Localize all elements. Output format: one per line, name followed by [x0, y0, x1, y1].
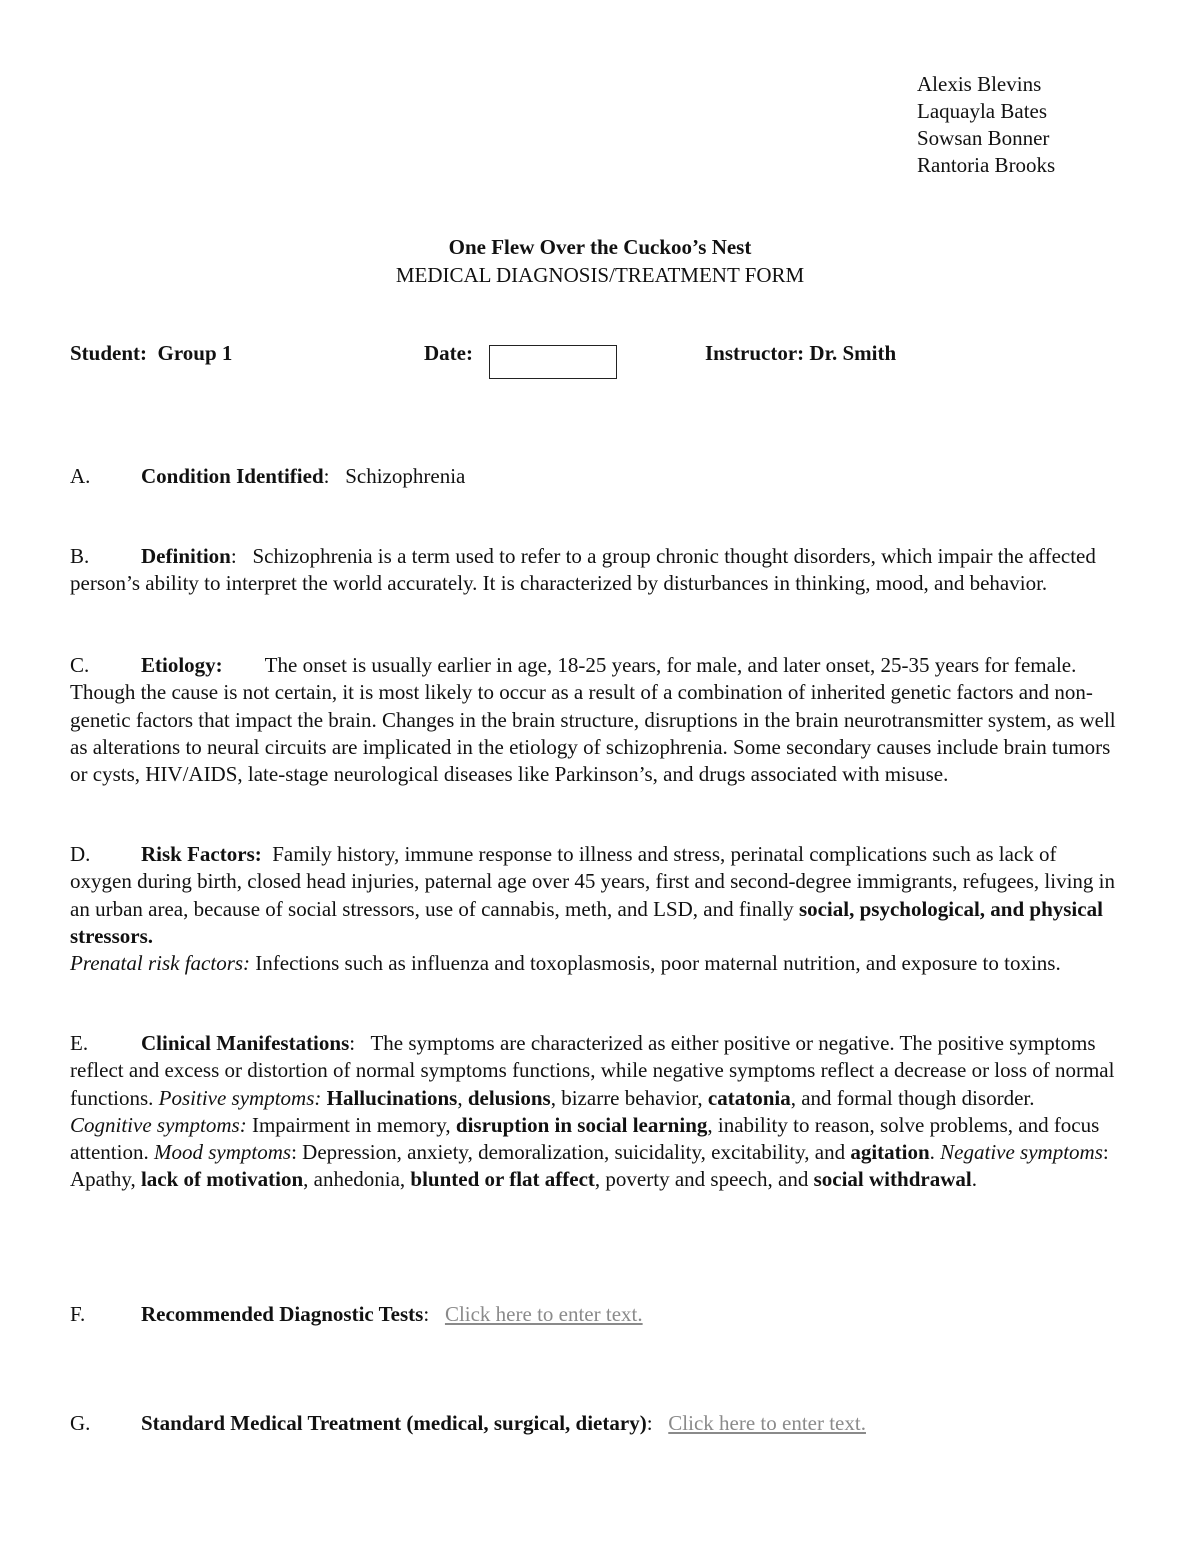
diagnostic-tests-label: Recommended Diagnostic Tests	[141, 1302, 424, 1326]
prenatal-label: Prenatal risk factors:	[70, 951, 251, 976]
cognitive-symptoms-label: Cognitive symptoms:	[70, 1112, 247, 1137]
condition-value: Schizophrenia	[345, 464, 466, 488]
instructor-field	[705, 341, 896, 366]
blunted-affect-term: blunted or flat affect	[410, 1167, 595, 1192]
info-row	[0, 341, 1200, 373]
section-diagnostic-tests: F. Recommended Diagnostic Tests: Click here to enter text.	[70, 1301, 1120, 1328]
section-condition: A. Condition Identified: Schizophrenia	[70, 463, 1120, 490]
author-name: Rantoria Brooks	[917, 153, 1056, 177]
section-definition: B. Definition: Schizophrenia is a term used to refer to a group chronic thought disorders, which impair the affected person’s ability to interpret the world accurately. It is characterized by disturbances in thinking, mood, and behavior.	[70, 544, 1096, 596]
author-list	[917, 71, 1055, 179]
student-label: Student:	[70, 341, 148, 365]
risk-factors-bold: social, psychological, and physical stressors.	[70, 896, 1103, 948]
clinical-text: , anhedonia,	[303, 1167, 411, 1192]
section-medical-treatment: G. Standard Medical Treatment (medical, surgical, dietary): Click here to enter text.	[70, 1410, 1120, 1437]
disruption-term: disruption in social learning	[455, 1112, 708, 1137]
risk-factors-text: Family history, immune response to illness and stress, perinatal complications such as lack of oxygen during birth, closed head injuries, paternal age over 45 years, first and second-degree immigrants, refugees, living in an urban area, because of social stressors, use of cannabis, meth, and LSD, and finally	[70, 842, 1116, 921]
clinical-text: , inability to reason, solve problems, and focus attention.	[70, 1112, 1100, 1165]
clinical-intro: The symptoms are characterized as either positive or negative. The positive symptoms reflect and excess or distortion of normal symptoms functions, while negative symptoms reflect a decrease or loss of normal functions.	[70, 1031, 1115, 1110]
clinical-text: : Depression, anxiety, demoralization, suicidality, excitability, and	[291, 1140, 851, 1165]
etiology-label: Etiology:	[141, 653, 223, 677]
instructor-label: Instructor:	[705, 341, 805, 365]
student-field	[70, 341, 232, 366]
etiology-text: The onset is usually earlier in age, 18-25 years, for male, and later onset, 25-35 years for female. Though the cause is not certain, it is most likely to occur as a result of a combination of inherited genetic factors and non-genetic factors that impact the brain. Changes in the brain structure, disruptions in the brain neurotransmitter system, as well as alterations to neural circuits are implicated in the etiology of schizophrenia. Some secondary causes include brain tumors or cysts, HIV/AIDS, late-stage neurological diseases like Parkinson’s, and drugs associated with misuse.	[70, 653, 1116, 787]
clinical-text: , bizarre behavior,	[550, 1085, 708, 1110]
section-letter: E.	[70, 1031, 89, 1055]
definition-text: Schizophrenia is a term used to refer to a group chronic thought disorders, which impair the affected person’s ability to interpret the world accurately. It is characterized by disturbances in thinking, mood, and behavior.	[70, 544, 1096, 596]
clinical-text: , poverty and speech, and	[594, 1167, 814, 1192]
section-letter: F.	[70, 1302, 86, 1326]
section-etiology	[70, 652, 1120, 788]
section-clinical-manifestations: E. Clinical Manifestations: The symptoms are characterized as either positive or negative. The positive symptoms reflect and excess or distortion of normal symptoms functions, while negative symptoms reflect a decrease or loss of normal functions. Positive symptoms: Hallucinations, delusions, bizarre behavior, catatonia, and formal though disorder. Cognitive symptoms: Impairment in memory, disruption in social learning, inability to reason, solve problems, and focus attention. Mood symptoms: Depression, anxiety, demoralization, suicidality, excitability, and agitation. Negative symptoms: Apathy, lack of motivation, anhedonia, blunted or flat affect, poverty and speech, and social withdrawal.	[70, 1031, 1115, 1192]
catatonia-term: catatonia	[707, 1085, 791, 1110]
social-withdrawal-term: social withdrawal	[813, 1167, 972, 1192]
document-title: One Flew Over the Cuckoo’s Nest	[448, 235, 752, 259]
section-letter: A.	[70, 464, 91, 488]
date-input[interactable]	[489, 345, 617, 379]
condition-label: Condition Identified	[141, 464, 324, 488]
clinical-text: Impairment in memory,	[246, 1112, 456, 1137]
risk-factors-label: Risk Factors:	[141, 842, 262, 866]
diagnostic-tests-input[interactable]: Click here to enter text.	[444, 1302, 643, 1326]
definition-label: Definition	[141, 544, 231, 568]
author-name: Laquayla Bates	[917, 99, 1048, 123]
title-block	[0, 233, 1200, 289]
section-risk-factors	[70, 841, 1120, 977]
section-letter: G.	[70, 1411, 91, 1435]
instructor-value: Dr. Smith	[809, 341, 897, 365]
mood-symptoms-label: Mood symptoms	[153, 1140, 292, 1165]
hallucinations-term: Hallucinations	[326, 1085, 458, 1110]
medical-treatment-input[interactable]: Click here to enter text.	[668, 1411, 866, 1435]
delusions-term: delusions	[467, 1085, 551, 1110]
document-subtitle: MEDICAL DIAGNOSIS/TREATMENT FORM	[395, 263, 805, 287]
agitation-term: agitation	[850, 1140, 930, 1165]
date-label: Date:	[424, 341, 473, 365]
lack-motivation-term: lack of motivation	[140, 1167, 304, 1192]
clinical-text: , and formal though disorder.	[790, 1085, 1035, 1110]
prenatal-text: Infections such as influenza and toxoplasmosis, poor maternal nutrition, and exposure to toxins.	[250, 951, 1061, 976]
section-letter: B.	[70, 544, 90, 568]
positive-symptoms-label: Positive symptoms:	[158, 1085, 322, 1110]
author-name: Alexis Blevins	[917, 72, 1042, 96]
clinical-text: : Apathy,	[70, 1140, 1109, 1192]
author-name: Sowsan Bonner	[917, 126, 1050, 150]
medical-treatment-label: Standard Medical Treatment (medical, surgical, dietary)	[141, 1411, 647, 1435]
section-letter: C.	[70, 653, 90, 677]
negative-symptoms-label: Negative symptoms	[940, 1140, 1103, 1165]
section-letter: D.	[70, 842, 91, 866]
student-value: Group 1	[157, 341, 233, 365]
clinical-label: Clinical Manifestations	[141, 1031, 350, 1055]
